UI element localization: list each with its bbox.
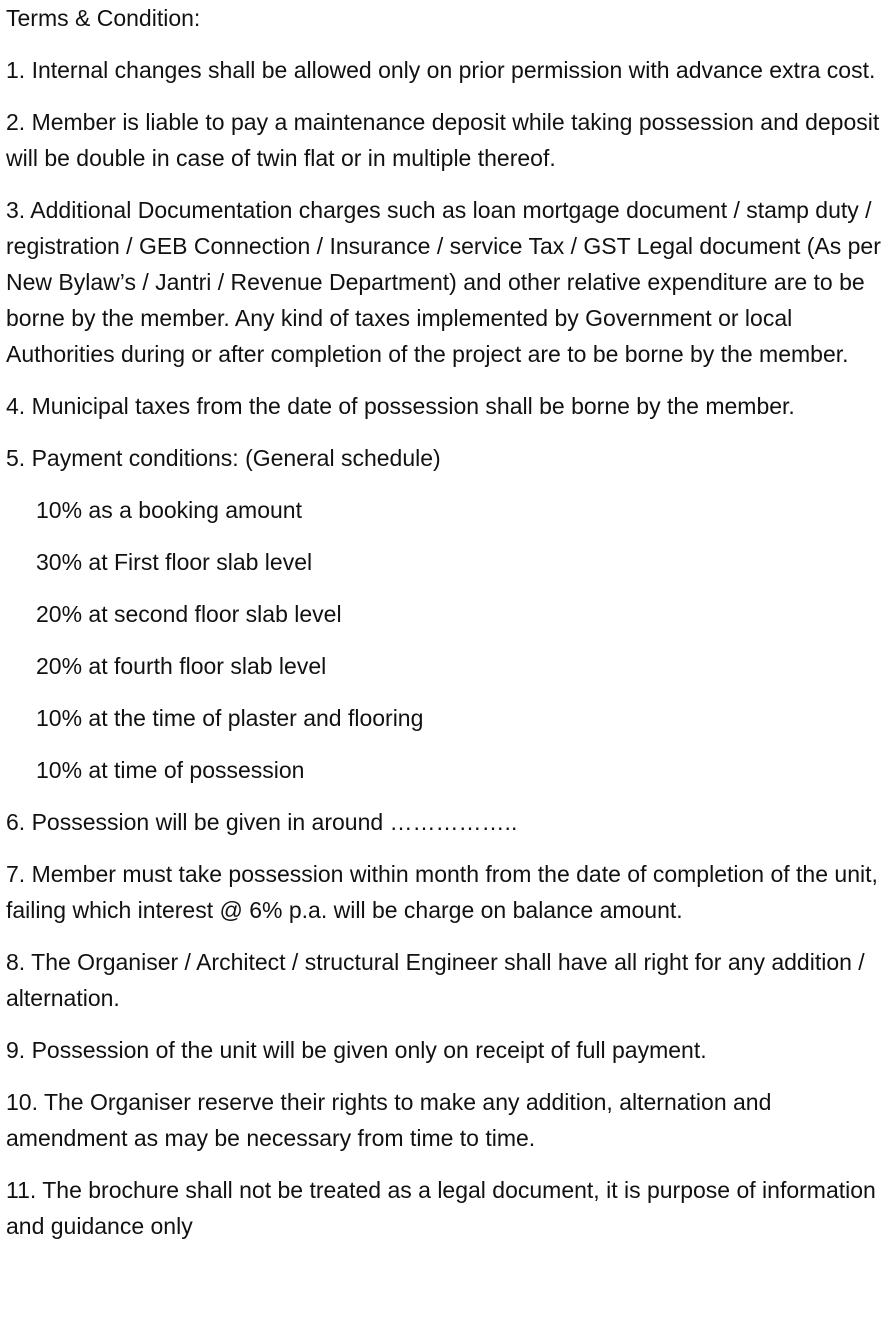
payment-schedule	[6, 492, 888, 788]
clause-1: 1. Internal changes shall be allowed only on prior permission with advance extra cost.	[6, 57, 876, 83]
clause-10: 10. The Organiser reserve their rights to make any addition, alternation and amendment as may be necessary from time to time.	[6, 1089, 772, 1151]
clause-4: 4. Municipal taxes from the date of possession shall be borne by the member.	[6, 393, 795, 419]
clause-7: 7. Member must take possession within month from the date of completion of the unit, failing which interest @ 6% p.a. will be charge on balance amount.	[6, 861, 878, 923]
payment-step: 10% at time of possession	[36, 757, 305, 783]
clause-2: 2. Member is liable to pay a maintenance deposit while taking possession and deposit will be double in case of twin flat or in multiple thereof.	[6, 109, 880, 171]
payment-step: 20% at second floor slab level	[36, 601, 342, 627]
payment-step: 10% as a booking amount	[36, 497, 302, 523]
terms-document	[6, 0, 888, 1244]
payment-step: 10% at the time of plaster and flooring	[36, 705, 424, 731]
clause-5: 5. Payment conditions: (General schedule)	[6, 445, 441, 471]
clause-8: 8. The Organiser / Architect / structural Engineer shall have all right for any addition / alternation.	[6, 949, 865, 1011]
payment-step: 20% at fourth floor slab level	[36, 653, 327, 679]
document-title: Terms & Condition:	[6, 5, 201, 31]
clause-3: 3. Additional Documentation charges such as loan mortgage document / stamp duty / registration / GEB Connection / Insurance / service Tax / GST Legal document (As per New Bylaw’s / Jantri / Revenue Department) and other relative expenditure are to be borne by the member. Any kind of taxes implemented by Government or local Authorities during or after completion of the project are to be borne by the member.	[6, 197, 881, 367]
payment-step: 30% at First floor slab level	[36, 549, 313, 575]
clause-9: 9. Possession of the unit will be given only on receipt of full payment.	[6, 1037, 707, 1063]
clause-6: 6. Possession will be given in around ……………..	[6, 809, 518, 835]
clause-11: 11. The brochure shall not be treated as a legal document, it is purpose of information and guidance only	[6, 1177, 876, 1239]
